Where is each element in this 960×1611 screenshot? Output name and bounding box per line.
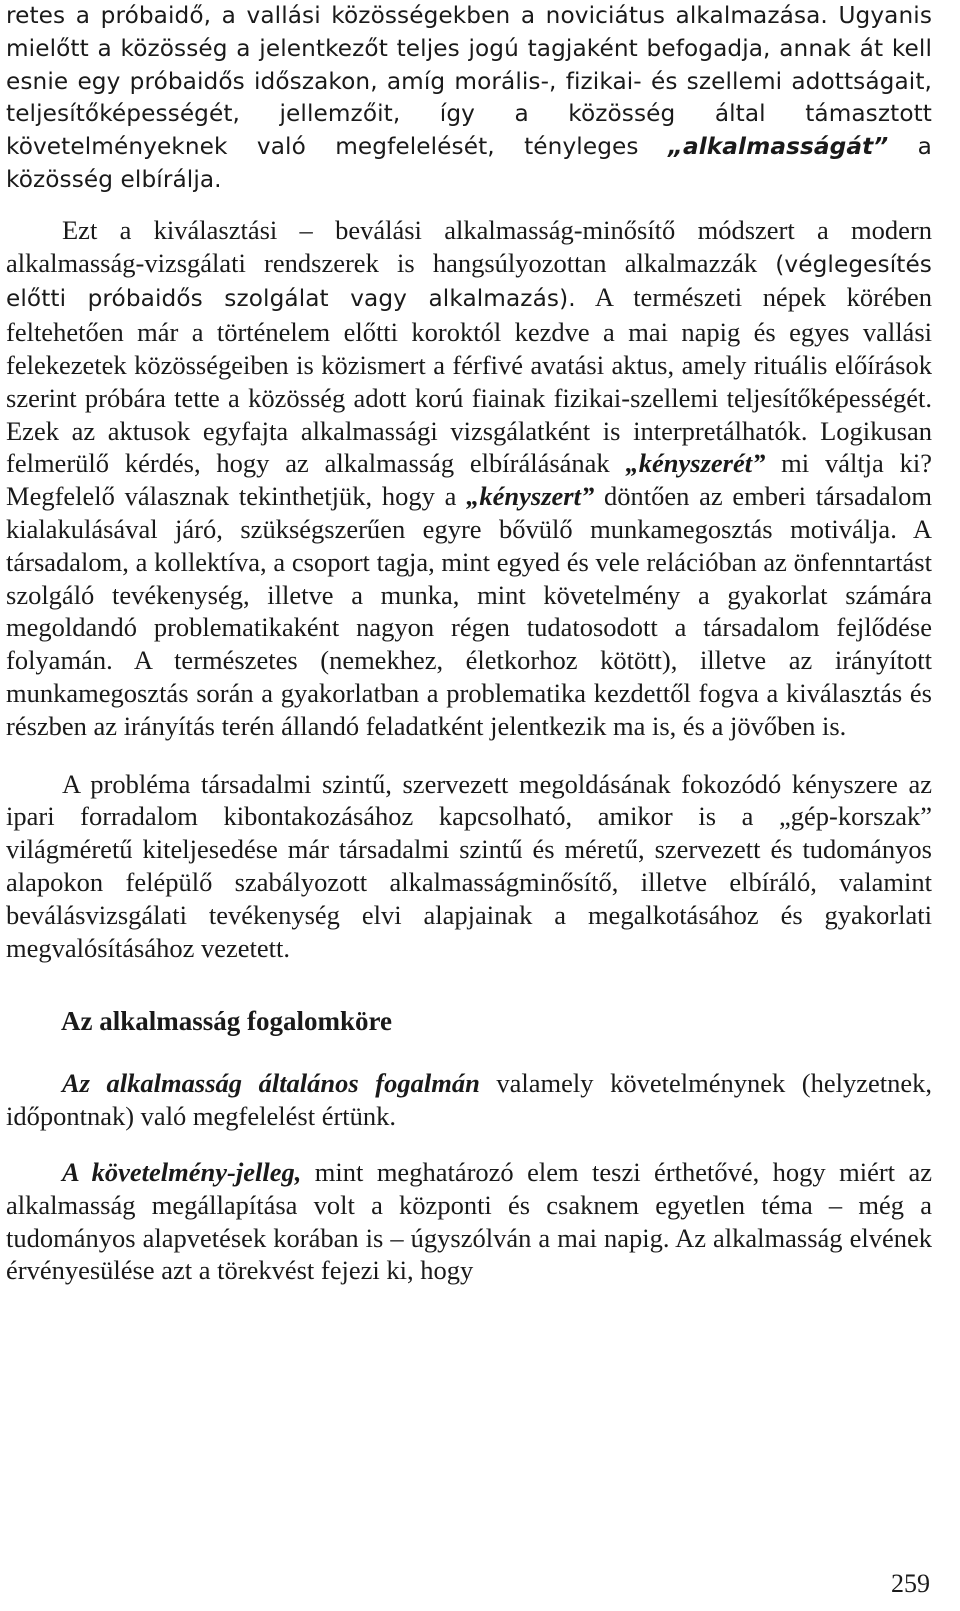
paragraph-sans-text: (véglegesítés előtti próbaidős szolgálat vagy alkalmazás). xyxy=(6,250,932,313)
section-heading: Az alkalmasság fogalomköre xyxy=(61,1006,392,1037)
document-page xyxy=(6,0,932,1287)
page-number: 259 xyxy=(891,1569,930,1598)
paragraph-requirement-character xyxy=(6,1156,932,1287)
emphasis-general-concept: Az alkalmasság általános fogalmán xyxy=(62,1068,480,1099)
paragraph-selection-method xyxy=(6,214,932,743)
paragraph-definition xyxy=(6,1067,932,1133)
paragraph-text: mint meghatározó elem teszi érthetővé, hogy miért az alkalmasság megállapítása volt a központi és csaknem egyetlen téma – még a tudományos alapvetések korában is – úgyszólván a mai napig. Az alkalmasság elvének érvényesülése azt a törekvést fejezi ki, hogy xyxy=(6,1156,933,1286)
paragraph-text: valamely követelménynek (helyzetnek, időpontnak) való megfelelést értünk. xyxy=(6,1068,932,1132)
emphasis-requirement: A követelmény-jelleg, xyxy=(62,1156,302,1187)
paragraph-text: retes a próbaidő, a vallási közösségekben a noviciátus alkalmazása. Ugyanis mielőtt a közösség a jelentkezőt teljes jogú tagjaként befogadja, annak át kell esnie egy próbaidős időszakon, amíg morális-, fizikai- és szellemi adottságait, teljesítőképességét, jellemzőit, így a közösség által támasztott követelményeknek való megfelelését, tényleges xyxy=(6,2,932,161)
paragraph-text: a közösség elbírálja. xyxy=(6,133,932,193)
paragraph-industrial-revolution xyxy=(6,768,932,965)
emphasis-kenyszert: „kényszert” xyxy=(466,481,595,512)
emphasis-kenyszeret: „kényszerét” xyxy=(625,448,766,479)
paragraph-text: Ezt a kiválasztási – beválási alkalmasság-minősítő módszert a modern alkalmasság-vizsgálati rendszerek is hangsúlyozottan alkalmazzák xyxy=(6,214,932,278)
paragraph-noviciate xyxy=(6,0,932,197)
paragraph-text: A természeti népek körében feltehetően már a történelem előtti koroktól kezdve a mai napig és egyes vallási felekezetek közösségeiben is közismert a férfivé avatási aktus, amely rituális előírások szerint próbára tette a közösség adott korú fiainak fizikai-szellemi teljesítőképességét. Ezek az aktusok egyfajta alkalmassági vizsgálatként is interpretálhatók. Logikusan felmerülő kérdés, hogy az alkalmasság elbírálásának xyxy=(6,282,932,479)
paragraph-text: mi váltja ki? Megfelelő válasznak tekinthetjük, hogy a xyxy=(6,448,932,512)
paragraph-text: döntően az emberi társadalom kialakulásával járó, szükségszerűen egyre bővülő munkamegosztás motiválja. A társadalom, a kollektíva, a csoport tagja, mint egyed és vele relációban az önfenntartást szolgáló tevékenység, illetve a munka, mint követelmény a gyakorlat számára megoldandó problematikaként nagyon régen tudatosodott a társadalom fejlődése folyamán. A természetes (nemekhez, életkorhoz kötött), illetve az irányított munkamegosztás során a gyakorlatban a problematika kezdettől fogva a kiválasztás és részben az irányítás terén állandó feladatként jelentkezik ma is, és a jövőben is. xyxy=(6,481,932,741)
paragraph-text: A probléma társadalmi szintű, szervezett megoldásának fokozódó kényszere az ipari forradalom kibontakozásához kapcsolható, amikor is a „gép-korszak” világméretű kiteljesedése már társadalmi szintű és méretű, szervezett és tudományos alapokon felépülő szabályozott alkalmasságminősítő, illetve elbíráló, valamint beválásvizsgálati tevékenység elvi alapjainak a megalkotásához és gyakorlati megvalósításához vezetett. xyxy=(6,768,932,963)
emphasis-alkalmassagat: „alkalmasságát” xyxy=(667,133,889,161)
